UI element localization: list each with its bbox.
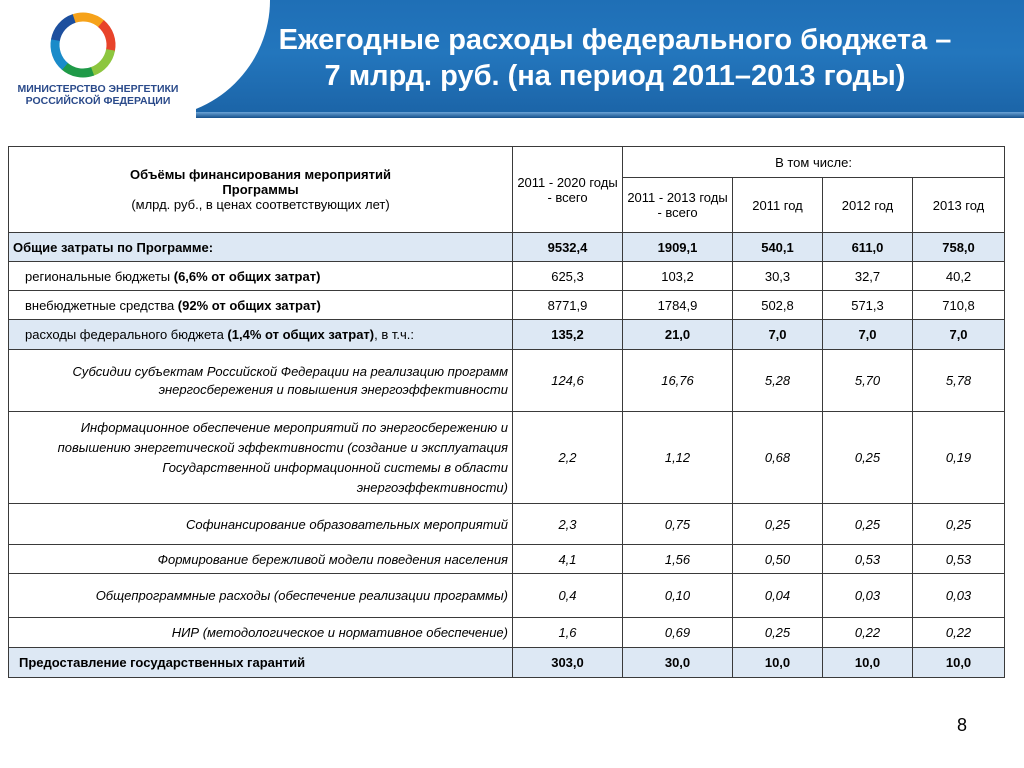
- table-row: [9, 545, 1005, 574]
- cell-value: 0,25: [733, 504, 823, 545]
- table-row: [9, 262, 1005, 291]
- cell-value: 0,22: [823, 618, 913, 648]
- cell-value: 135,2: [513, 320, 623, 350]
- cell-value: 30,3: [733, 262, 823, 291]
- cell-value: 5,28: [733, 350, 823, 412]
- table-row: [9, 618, 1005, 648]
- table-row: [9, 412, 1005, 504]
- cell-value: 0,68: [733, 412, 823, 504]
- cell-value: 0,19: [913, 412, 1005, 504]
- ministry-name: [8, 83, 188, 107]
- cell-value: 1784,9: [623, 291, 733, 320]
- cell-value: 7,0: [823, 320, 913, 350]
- row-label: [9, 262, 513, 291]
- table-row: [9, 320, 1005, 350]
- table-header-row: [9, 147, 1005, 178]
- row-label-text: расходы федерального бюджета: [25, 327, 228, 342]
- cell-value: 7,0: [913, 320, 1005, 350]
- cell-value: 124,6: [513, 350, 623, 412]
- title-line-1: Ежегодные расходы федерального бюджета –: [278, 24, 952, 56]
- cell-value: 10,0: [733, 648, 823, 678]
- header-description-cell: [9, 147, 513, 233]
- cell-value: 5,70: [823, 350, 913, 412]
- row-label: Общепрограммные расходы (обеспечение реализации программы): [9, 574, 513, 618]
- cell-value: 32,7: [823, 262, 913, 291]
- row-label: Субсидии субъектам Российской Федерации на реализацию программ энергосбережения и повышения энергоэффективности: [9, 350, 513, 412]
- header-desc-line-2: Программы: [222, 182, 299, 197]
- row-label: Информационное обеспечение мероприятий по энергосбережению и повышению энергетической эффективности (создание и эксплуатация Государственной информационной системы в области энергоэффективности): [9, 412, 513, 504]
- cell-value: 10,0: [913, 648, 1005, 678]
- row-label-text: региональные бюджеты: [25, 268, 174, 284]
- cell-value: 1,6: [513, 618, 623, 648]
- cell-value: 1909,1: [623, 233, 733, 262]
- cell-value: 0,03: [913, 574, 1005, 618]
- row-label: Софинансирование образовательных мероприятий: [9, 504, 513, 545]
- cell-value: 0,22: [913, 618, 1005, 648]
- cell-value: 10,0: [823, 648, 913, 678]
- row-label: НИР (методологическое и нормативное обеспечение): [9, 618, 513, 648]
- header-2013: 2013 год: [913, 178, 1005, 233]
- header-desc-line-3: (млрд. руб., в ценах соответствующих лет): [131, 197, 390, 212]
- table-row: [9, 291, 1005, 320]
- page-title: [215, 22, 1015, 94]
- row-label: Формирование бережливой модели поведения населения: [9, 545, 513, 574]
- table-row: [9, 504, 1005, 545]
- cell-value: 9532,4: [513, 233, 623, 262]
- row-label-share: (92% от общих затрат): [177, 297, 321, 313]
- ministry-ring-logo-icon: [46, 8, 120, 82]
- cell-value: 1,12: [623, 412, 733, 504]
- cell-value: 540,1: [733, 233, 823, 262]
- header-2011: 2011 год: [733, 178, 823, 233]
- title-line-2: 7 млрд. руб. (на период 2011–2013 годы): [324, 60, 906, 92]
- cell-value: 571,3: [823, 291, 913, 320]
- cell-value: 758,0: [913, 233, 1005, 262]
- row-label-text: внебюджетные средства: [25, 297, 178, 313]
- cell-value: 7,0: [733, 320, 823, 350]
- cell-value: 103,2: [623, 262, 733, 291]
- row-label-share: (1,4% от общих затрат): [227, 327, 375, 342]
- cell-value: 710,8: [913, 291, 1005, 320]
- cell-value: 2,2: [513, 412, 623, 504]
- cell-value: 0,75: [623, 504, 733, 545]
- cell-value: 2,3: [513, 504, 623, 545]
- cell-value: 502,8: [733, 291, 823, 320]
- page-number: 8: [956, 715, 967, 735]
- table-row: [9, 350, 1005, 412]
- cell-value: 4,1: [513, 545, 623, 574]
- row-label-tail: , в т.ч.:: [374, 327, 414, 342]
- slide-header: [0, 0, 1024, 118]
- cell-value: 0,25: [823, 504, 913, 545]
- cell-value: 303,0: [513, 648, 623, 678]
- budget-table: [8, 146, 1005, 678]
- cell-value: 0,25: [823, 412, 913, 504]
- cell-value: 625,3: [513, 262, 623, 291]
- cell-value: 30,0: [623, 648, 733, 678]
- cell-value: 0,25: [913, 504, 1005, 545]
- table-row: [9, 574, 1005, 618]
- cell-value: 0,53: [913, 545, 1005, 574]
- cell-value: 611,0: [823, 233, 913, 262]
- cell-value: 0,69: [623, 618, 733, 648]
- table-row: [9, 648, 1005, 678]
- ministry-line-2: РОССИЙСКОЙ ФЕДЕРАЦИИ: [25, 95, 171, 107]
- cell-value: 0,53: [823, 545, 913, 574]
- cell-value: 0,04: [733, 574, 823, 618]
- cell-value: 0,25: [733, 618, 823, 648]
- header-2012: 2012 год: [823, 178, 913, 233]
- row-label: [9, 291, 513, 320]
- row-label-share: (6,6% от общих затрат): [173, 268, 321, 284]
- row-label: Общие затраты по Программе:: [9, 233, 513, 262]
- header-total-2011-2020: 2011 - 2020 годы - всего: [513, 147, 623, 233]
- cell-value: 8771,9: [513, 291, 623, 320]
- cell-value: 5,78: [913, 350, 1005, 412]
- cell-value: 0,50: [733, 545, 823, 574]
- header-desc-line-1: Объёмы финансирования мероприятий: [130, 167, 391, 182]
- cell-value: 0,4: [513, 574, 623, 618]
- cell-value: 0,03: [823, 574, 913, 618]
- ministry-line-1: МИНИСТЕРСТВО ЭНЕРГЕТИКИ: [17, 83, 179, 95]
- row-label: Предоставление государственных гарантий: [9, 648, 513, 678]
- cell-value: 21,0: [623, 320, 733, 350]
- cell-value: 16,76: [623, 350, 733, 412]
- header-2011-2013: 2011 - 2013 годы - всего: [623, 178, 733, 233]
- cell-value: 1,56: [623, 545, 733, 574]
- row-label: [9, 320, 513, 350]
- header-including: В том числе:: [623, 147, 1005, 178]
- table-row: [9, 233, 1005, 262]
- cell-value: 40,2: [913, 262, 1005, 291]
- cell-value: 0,10: [623, 574, 733, 618]
